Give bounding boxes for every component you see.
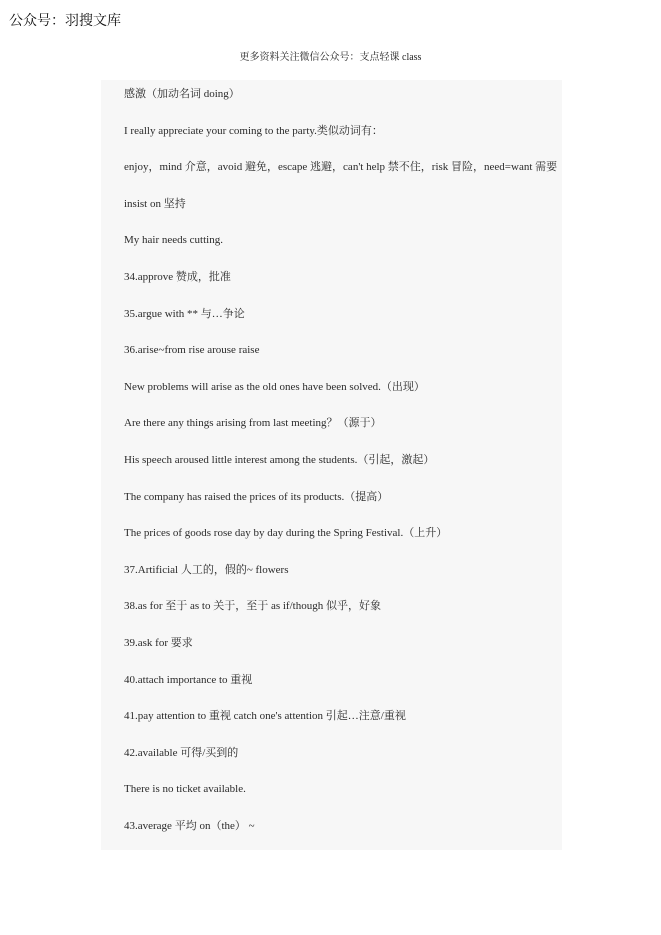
text-line: 34.approve 赞成，批准 [124, 270, 231, 283]
text-line: 40.attach importance to 重视 [124, 673, 253, 686]
text-line: 38.as for 至于 as to 关于，至于 as if/though 似乎，好象 [124, 600, 381, 613]
text-line: 36.arise~from rise arouse raise [124, 344, 260, 357]
text-line: 37.Artificial 人工的，假的~ flowers [124, 563, 289, 576]
text-line: I really appreciate your coming to the party.类似动词有： [124, 124, 383, 137]
text-line: 39.ask for 要求 [124, 636, 193, 649]
text-line: There is no ticket available. [124, 783, 246, 796]
text-line: 感激（加动名词 doing） [124, 88, 240, 100]
watermark-text: 公众号：羽搜文库 [9, 13, 121, 29]
text-line: 35.argue with ** 与…争论 [124, 307, 245, 320]
text-line: New problems will arise as the old ones have been solved.（出现） [124, 380, 425, 393]
text-line: 43.average 平均 on（the） ~ [124, 819, 255, 832]
text-line: 42.available 可得/买到的 [124, 746, 239, 759]
header-note: 更多资料关注微信公众号：支点轻课 class [239, 52, 422, 63]
text-line: Are there any things arising from last meeting？（源于） [124, 417, 382, 430]
document-body [101, 80, 562, 850]
text-line: His speech aroused little interest among the students.（引起，激起） [124, 453, 435, 466]
text-line: insist on 坚持 [124, 197, 186, 210]
text-line: The company has raised the prices of its products.（提高） [124, 490, 389, 503]
text-line: 41.pay attention to 重视 catch one's attention 引起…注意/重视 [124, 710, 406, 723]
text-line: enjoy，mind 介意，avoid 避免，escape 逃避，can't help 禁不住，risk 冒险，need=want 需要 [124, 161, 558, 174]
text-line: My hair needs cutting. [124, 234, 223, 247]
text-line: The prices of goods rose day by day during the Spring Festival.（上升） [124, 527, 448, 540]
